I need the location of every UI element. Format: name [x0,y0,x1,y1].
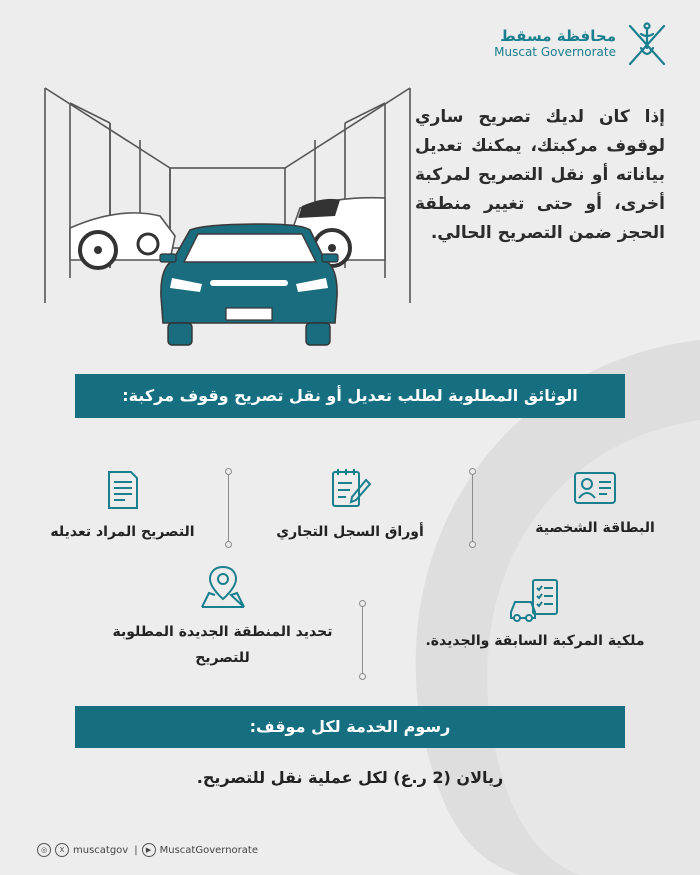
divider-line [362,604,363,676]
footer-handle-muscatgov[interactable]: muscatgov [73,844,129,856]
front-car [160,224,338,345]
id-card-icon [573,470,617,506]
doc-item-label: أوراق السجل التجاري [276,524,424,540]
vehicle-checklist-icon [509,578,561,624]
doc-item-label: ملكية المركبة السابقة والجديدة. [425,633,645,649]
parking-illustration [40,78,415,353]
doc-item-label: تحديد المنطقة الجديدة المطلوبة للتصريح [112,624,333,666]
doc-item-new-zone [110,563,335,671]
fees-text: ريالان (2 ر.ع) لكل عملية نقل للتصريح. [196,768,504,787]
khanjar-emblem-icon [624,18,670,68]
footer-separator: | [134,844,138,856]
governorate-logo [494,18,670,68]
logo-english: Muscat Governorate [494,45,616,59]
doc-item-vehicle-ownership [420,578,650,654]
x-icon[interactable]: X [55,843,69,857]
map-location-pin-icon [199,563,247,611]
youtube-icon[interactable]: ▶ [142,843,156,857]
logo-arabic: محافظة مسقط [500,27,616,45]
doc-item-label: البطاقة الشخصية [535,520,655,536]
document-pen-icon [328,466,372,510]
divider-line [472,472,473,544]
instagram-icon[interactable]: ◎ [37,843,51,857]
documents-title-band: الوثائق المطلوبة لطلب تعديل أو نقل تصريح وقوف مركبة: [75,374,625,418]
intro-paragraph: إذا كان لديك تصريح ساري لوقوف مركبتك، يمكنك تعديل بياناته أو نقل التصريح لمركبة أخرى، أو حتى تغيير منطقة الحجز ضمن التصريح الحالي. [415,107,665,243]
social-footer [37,843,258,857]
footer-handle-muscatgovernorate[interactable]: MuscatGovernorate [159,844,258,856]
doc-item-permit [30,470,215,540]
doc-item-id-card [505,470,685,536]
doc-item-commercial-register [260,466,440,540]
fees-title-band: رسوم الخدمة لكل موقف: [75,706,625,748]
doc-item-label: التصريح المراد تعديله [50,524,195,540]
divider-line [228,472,229,544]
left-parked-car [70,213,175,268]
permit-document-icon [105,470,141,510]
